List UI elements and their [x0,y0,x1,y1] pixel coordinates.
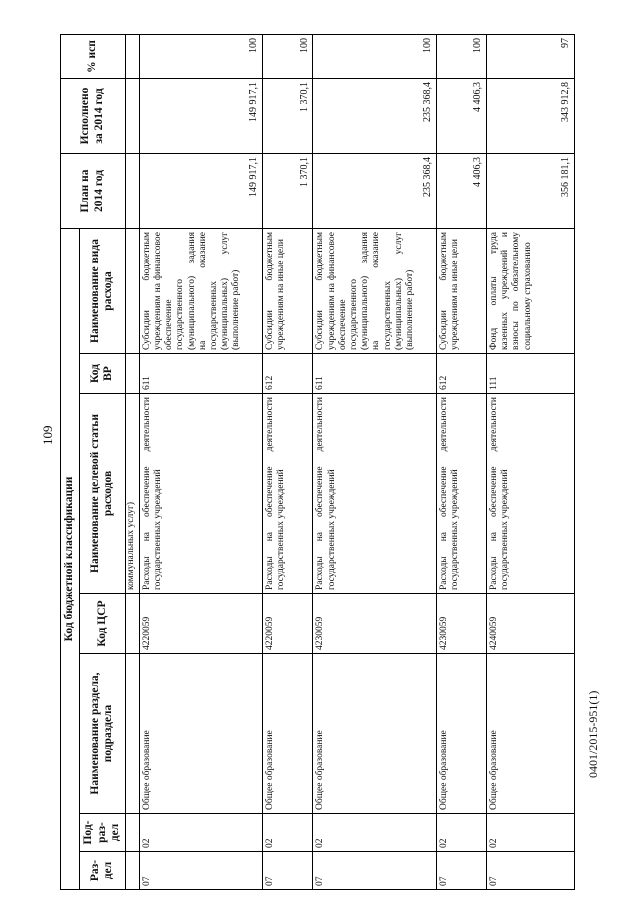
percent-cell: 100 [436,35,486,79]
carry-over-text: коммунальных услуг) [126,394,140,594]
table-row [263,35,313,890]
table-row [436,35,486,890]
razdel-name-cell: Общее образование [313,654,436,814]
carry-over-row [126,35,140,890]
percent-cell: 100 [139,35,262,79]
table-row [139,35,262,890]
plan-cell: 149 917,1 [139,154,262,229]
razdel-cell: 07 [313,852,436,890]
header-podrazdel: Под-раз-дел [79,814,125,852]
page-number: 109 [40,425,55,445]
vr-cell: 611 [313,354,436,394]
plan-cell: 4 406,3 [436,154,486,229]
vr-name-cell: Субсидии бюджетным учреждениям на финансовое обеспечение государственного (муниципального) задания на оказание государственных (муниципальных) услуг (выполнение работ) [313,229,436,354]
csr-name-cell: Расходы на обеспечение деятельности государственных учреждений [487,394,575,594]
fact-cell: 343 912,8 [487,79,575,154]
header-fact: Исполнено за 2014 год [61,79,126,154]
header-plan: План на 2014 год [61,154,126,229]
podrazdel-cell: 02 [487,814,575,852]
vr-cell: 611 [139,354,262,394]
podrazdel-cell: 02 [139,814,262,852]
fact-cell: 1 370,1 [263,79,313,154]
budget-table [60,34,575,890]
vr-name-cell: Субсидии бюджетным учреждениям на иные цели [263,229,313,354]
percent-cell: 100 [313,35,436,79]
budget-table-container [60,35,575,890]
razdel-name-cell: Общее образование [436,654,486,814]
csr-cell: 4220059 [263,594,313,654]
header-csr: Код ЦСР [79,594,125,654]
razdel-name-cell: Общее образование [139,654,262,814]
csr-name-cell: Расходы на обеспечение деятельности государственных учреждений [139,394,262,594]
vr-name-cell: Фонд оплаты труда казенных учреждений и взносы по обязательному социальному страхованию [487,229,575,354]
percent-cell: 97 [487,35,575,79]
fact-cell: 4 406,3 [436,79,486,154]
csr-name-cell: Расходы на обеспечение деятельности государственных учреждений [263,394,313,594]
csr-cell: 4240059 [487,594,575,654]
header-vr-name: Наименование вида расхода [79,229,125,354]
header-razdel-name: Наименование раздела, подраздела [79,654,125,814]
header-csr-name: Наименование целевой статьи расходов [79,394,125,594]
vr-name-cell: Субсидии бюджетным учреждениям на иные цели [436,229,486,354]
podrazdel-cell: 02 [436,814,486,852]
fact-cell: 235 368,4 [313,79,436,154]
vr-cell: 612 [436,354,486,394]
csr-cell: 4230059 [436,594,486,654]
fact-cell: 149 917,1 [139,79,262,154]
header-group-row [61,35,80,890]
csr-cell: 4220059 [139,594,262,654]
vr-cell: 612 [263,354,313,394]
table-row [487,35,575,890]
razdel-cell: 07 [487,852,575,890]
plan-cell: 1 370,1 [263,154,313,229]
header-percent: % исп [61,35,126,79]
csr-name-cell: Расходы на обеспечение деятельности государственных учреждений [313,394,436,594]
header-vr: Код ВР [79,354,125,394]
document-code: 0401/2015-951(1) [586,690,600,778]
header-group-title: Код бюджетной классификации [61,229,80,890]
razdel-cell: 07 [436,852,486,890]
header-razdel: Раз-дел [79,852,125,890]
csr-cell: 4230059 [313,594,436,654]
podrazdel-cell: 02 [263,814,313,852]
razdel-cell: 07 [139,852,262,890]
plan-cell: 235 368,4 [313,154,436,229]
vr-name-cell: Субсидии бюджетным учреждениям на финансовое обеспечение государственного (муниципального) задания на оказание государственных (муниципальных) услуг (выполнение работ) [139,229,262,354]
vr-cell: 111 [487,354,575,394]
csr-name-cell: Расходы на обеспечение деятельности государственных учреждений [436,394,486,594]
podrazdel-cell: 02 [313,814,436,852]
percent-cell: 100 [263,35,313,79]
table-row [313,35,436,890]
razdel-name-cell: Общее образование [487,654,575,814]
plan-cell: 356 181,1 [487,154,575,229]
razdel-name-cell: Общее образование [263,654,313,814]
razdel-cell: 07 [263,852,313,890]
